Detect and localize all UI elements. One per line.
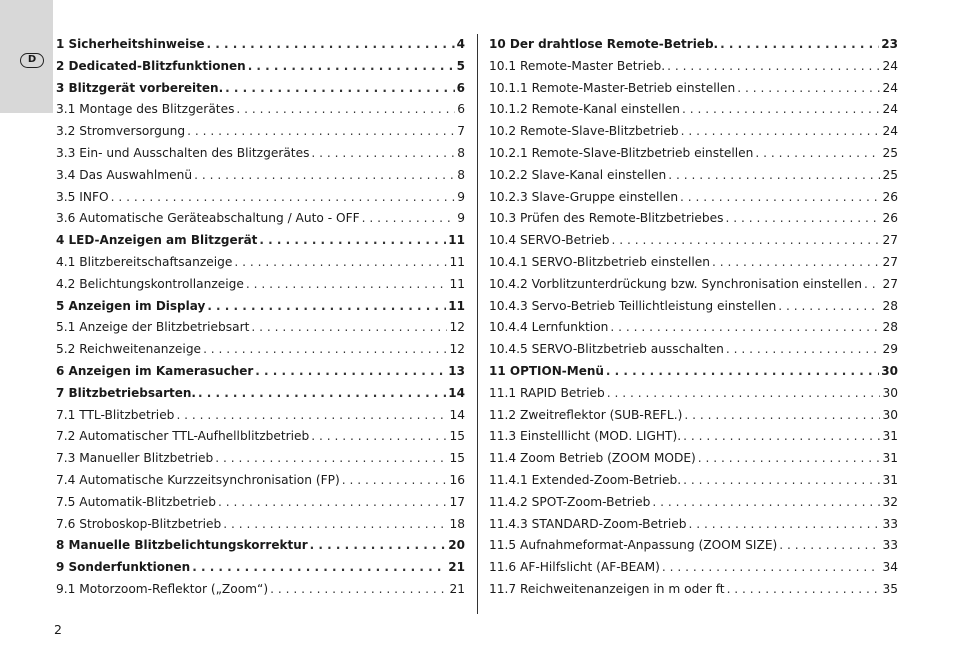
- toc-entry-title: 10.2.3 Slave-Gruppe einstellen: [489, 189, 679, 204]
- toc-entry-page: 26: [882, 211, 898, 226]
- toc-entry-page: 15: [449, 429, 465, 444]
- toc-entry-page: 15: [449, 451, 465, 466]
- toc-entry[interactable]: [489, 557, 898, 579]
- toc-entry-title: 3.2 Stromversorgung: [56, 124, 186, 139]
- toc-entry-page: 27: [882, 254, 898, 269]
- toc-entry[interactable]: [56, 579, 465, 601]
- toc-entry[interactable]: [489, 56, 898, 78]
- toc-entry[interactable]: [489, 470, 898, 492]
- toc-entry-page: 14: [448, 385, 465, 400]
- toc-entry-title: 1 Sicherheitshinweise: [56, 37, 205, 51]
- toc-entry-title: 11.4 Zoom Betrieb (ZOOM MODE): [489, 451, 696, 466]
- toc-entry-title: 3 Blitzgerät vorbereiten.: [56, 80, 224, 95]
- toc-dot-leader: [726, 339, 881, 361]
- toc-entry[interactable]: [56, 274, 465, 296]
- toc-entry[interactable]: [56, 208, 465, 230]
- column-divider: [477, 34, 478, 614]
- toc-entry-title: 11.5 Aufnahmeformat-Anpassung (ZOOM SIZE): [489, 538, 778, 553]
- toc-entry-title: 10.3 Prüfen des Remote-Blitzbetriebes: [489, 211, 724, 226]
- toc-entry-page: 27: [882, 233, 898, 248]
- toc-entry[interactable]: [56, 252, 465, 274]
- toc-entry-title: 4.2 Belichtungskontrollanzeige: [56, 276, 244, 291]
- toc-entry-title: 6 Anzeigen im Kamerasucher: [56, 363, 254, 378]
- toc-dot-leader: [610, 317, 880, 339]
- page-number: 2: [54, 622, 62, 637]
- toc-dot-leader: [698, 448, 881, 470]
- toc-entry-page: 31: [882, 472, 898, 487]
- toc-entry-title: 11.2 Zweitreflektor (SUB-REFL.): [489, 407, 683, 422]
- toc-entry[interactable]: [489, 296, 898, 318]
- toc-entry-page: 4: [456, 37, 465, 51]
- toc-entry-page: 12: [449, 320, 465, 335]
- toc-entry[interactable]: [489, 208, 898, 230]
- toc-entry[interactable]: [56, 78, 465, 100]
- toc-entry-title: 3.3 Ein- und Ausschalten des Blitzgerätes: [56, 145, 310, 160]
- toc-entry-page: 26: [882, 189, 898, 204]
- toc-entry-page: 9: [457, 211, 465, 226]
- toc-entry-title: 10 Der drahtlose Remote-Betrieb.: [489, 37, 719, 51]
- toc-dot-leader: [864, 274, 880, 296]
- toc-entry-page: 24: [882, 58, 898, 73]
- toc-entry-page: 5: [456, 58, 465, 73]
- toc-entry-page: 24: [882, 80, 898, 95]
- toc-entry-page: 23: [881, 37, 898, 51]
- toc-dot-leader: [207, 296, 446, 318]
- toc-dot-leader: [668, 165, 880, 187]
- toc-entry[interactable]: [489, 579, 898, 601]
- toc-entry[interactable]: [56, 535, 465, 557]
- toc-dot-leader: [362, 208, 456, 230]
- toc-entry-page: 17: [449, 494, 465, 509]
- toc-entry-page: 8: [457, 145, 465, 160]
- toc-dot-leader: [606, 361, 879, 383]
- toc-entry-title: 7.3 Manueller Blitzbetrieb: [56, 451, 214, 466]
- toc-entry-page: 11: [449, 276, 465, 291]
- toc-entry[interactable]: [489, 230, 898, 252]
- toc-entry-page: 11: [449, 254, 465, 269]
- toc-entry[interactable]: [56, 339, 465, 361]
- toc-entry[interactable]: [56, 187, 465, 209]
- toc-dot-leader: [246, 274, 448, 296]
- toc-entry[interactable]: [489, 426, 898, 448]
- toc-dot-leader: [176, 405, 447, 427]
- toc-entry[interactable]: [56, 405, 465, 427]
- toc-dot-leader: [342, 470, 448, 492]
- toc-dot-leader: [727, 579, 881, 601]
- toc-entry-page: 11: [448, 233, 465, 248]
- toc-entry-page: 31: [882, 429, 898, 444]
- toc-dot-leader: [612, 230, 881, 252]
- toc-entry-title: 9.1 Motorzoom-Reflektor („Zoom“): [56, 581, 269, 596]
- toc-entry-page: 29: [882, 342, 898, 357]
- toc-entry-title: 11.3 Einstelllicht (MOD. LIGHT).: [489, 429, 682, 444]
- toc-entry[interactable]: [56, 492, 465, 514]
- toc-entry-title: 9 Sonderfunktionen: [56, 560, 191, 575]
- toc-dot-leader: [681, 121, 881, 143]
- toc-dot-leader: [726, 208, 881, 230]
- toc-entry-title: 10.2.2 Slave-Kanal einstellen: [489, 167, 667, 182]
- toc-entry[interactable]: [56, 448, 465, 470]
- toc-dot-leader: [720, 34, 879, 56]
- toc-entry[interactable]: [56, 514, 465, 536]
- toc-entry[interactable]: [489, 383, 898, 405]
- toc-entry[interactable]: [56, 99, 465, 121]
- toc-dot-leader: [311, 143, 455, 165]
- toc-entry-page: 21: [449, 581, 465, 596]
- toc-dot-leader: [225, 78, 455, 100]
- toc-dot-leader: [236, 99, 455, 121]
- toc-entry-page: 34: [882, 560, 898, 575]
- toc-entry-page: 25: [882, 145, 898, 160]
- toc-entry-title: 4 LED-Anzeigen am Blitzgerät: [56, 233, 258, 248]
- toc-entry[interactable]: [489, 492, 898, 514]
- toc-entry-title: 10.1.1 Remote-Master-Betrieb einstellen: [489, 80, 736, 95]
- toc-entry[interactable]: [56, 557, 465, 579]
- toc-entry[interactable]: [489, 448, 898, 470]
- toc-dot-leader: [255, 361, 446, 383]
- toc-dot-leader: [203, 339, 447, 361]
- toc-entry-title: 3.1 Montage des Blitzgerätes: [56, 102, 235, 117]
- toc-entry[interactable]: [489, 187, 898, 209]
- toc-dot-leader: [607, 383, 881, 405]
- toc-dot-leader: [270, 579, 447, 601]
- toc-entry-page: 9: [457, 189, 465, 204]
- toc-entry[interactable]: [489, 121, 898, 143]
- toc-entry[interactable]: [489, 99, 898, 121]
- toc-entry-page: 21: [448, 560, 465, 575]
- toc-dot-leader: [662, 557, 881, 579]
- toc-dot-leader: [187, 121, 455, 143]
- toc-dot-leader: [755, 143, 880, 165]
- toc-entry-page: 6: [456, 80, 465, 95]
- toc-dot-leader: [223, 514, 447, 536]
- toc-entry-title: 7.4 Automatische Kurzzeitsynchronisation (FP): [56, 472, 340, 487]
- toc-entry-title: 5.1 Anzeige der Blitzbetriebsart: [56, 320, 250, 335]
- toc-dot-leader: [192, 557, 446, 579]
- toc-entry-title: 10.1.2 Remote-Kanal einstellen: [489, 102, 680, 117]
- toc-entry-title: 11.4.3 STANDARD-Zoom-Betrieb: [489, 516, 687, 531]
- toc-dot-leader: [712, 252, 881, 274]
- toc-entry-title: 11.1 RAPID Betrieb: [489, 385, 605, 400]
- toc-entry[interactable]: [489, 252, 898, 274]
- toc-entry-page: 30: [882, 407, 898, 422]
- toc-entry-title: 7 Blitzbetriebsarten.: [56, 385, 196, 400]
- toc-entry-page: 25: [882, 167, 898, 182]
- toc-entry-title: 8 Manuelle Blitzbelichtungskorrektur: [56, 538, 308, 553]
- toc-entry-title: 7.2 Automatischer TTL-Aufhellblitzbetrieb: [56, 429, 310, 444]
- toc-entry-title: 10.1 Remote-Master Betrieb.: [489, 58, 666, 73]
- toc-entry[interactable]: [56, 296, 465, 318]
- toc-dot-leader: [779, 535, 880, 557]
- toc-dot-leader: [652, 492, 880, 514]
- toc-entry-title: 3.6 Automatische Geräteabschaltung / Auto - OFF: [56, 211, 360, 226]
- toc-entry[interactable]: [56, 317, 465, 339]
- toc-entry[interactable]: [56, 383, 465, 405]
- toc-entry-page: 24: [882, 124, 898, 139]
- toc-entry-page: 31: [882, 451, 898, 466]
- toc-entry[interactable]: [56, 56, 465, 78]
- toc-dot-leader: [667, 56, 880, 78]
- toc-entry[interactable]: [56, 121, 465, 143]
- toc-entry-page: 32: [882, 494, 898, 509]
- toc-entry-page: 33: [882, 516, 898, 531]
- toc-entry-page: 24: [882, 102, 898, 117]
- toc-entry[interactable]: [489, 361, 898, 383]
- toc-entry-page: 33: [882, 538, 898, 553]
- toc-entry-page: 12: [449, 342, 465, 357]
- toc-entry-title: 5.2 Reichweitenanzeige: [56, 342, 202, 357]
- toc-dot-leader: [248, 56, 455, 78]
- toc-entry-page: 11: [448, 298, 465, 313]
- toc-entry[interactable]: [56, 143, 465, 165]
- toc-left-column: [56, 34, 465, 601]
- toc-dot-leader: [194, 165, 455, 187]
- toc-entry-title: 10.2.1 Remote-Slave-Blitzbetrieb einstellen: [489, 145, 754, 160]
- toc-entry[interactable]: [56, 165, 465, 187]
- toc-entry-page: 18: [449, 516, 465, 531]
- toc-entry-title: 3.4 Das Auswahlmenü: [56, 167, 193, 182]
- toc-entry-title: 10.4.3 Servo-Betrieb Teillichtleistung einstellen: [489, 298, 777, 313]
- toc-entry-title: 11.4.1 Extended-Zoom-Betrieb.: [489, 472, 682, 487]
- toc-entry-title: 2 Dedicated-Blitzfunktionen: [56, 58, 246, 73]
- toc-entry-page: 28: [882, 320, 898, 335]
- toc-entry-title: 10.4.1 SERVO-Blitzbetrieb einstellen: [489, 254, 710, 269]
- toc-entry[interactable]: [489, 535, 898, 557]
- toc-dot-leader: [251, 317, 447, 339]
- toc-entry[interactable]: [56, 230, 465, 252]
- toc-entry[interactable]: [56, 34, 465, 56]
- toc-dot-leader: [737, 78, 880, 100]
- toc-entry-title: 10.2 Remote-Slave-Blitzbetrieb: [489, 124, 679, 139]
- toc-entry-title: 10.4 SERVO-Betrieb: [489, 233, 610, 248]
- toc-dot-leader: [311, 426, 447, 448]
- toc-dot-leader: [259, 230, 446, 252]
- toc-dot-leader: [310, 535, 447, 557]
- toc-dot-leader: [234, 252, 447, 274]
- toc-entry-page: 30: [881, 363, 898, 378]
- toc-entry-title: 11 OPTION-Menü: [489, 363, 604, 378]
- toc-entry[interactable]: [489, 317, 898, 339]
- toc-dot-leader: [682, 99, 880, 121]
- toc-entry[interactable]: [489, 274, 898, 296]
- toc-entry[interactable]: [489, 514, 898, 536]
- toc-entry-title: 10.4.4 Lernfunktion: [489, 320, 609, 335]
- toc-entry-page: 28: [882, 298, 898, 313]
- toc-dot-leader: [683, 470, 880, 492]
- toc-entry-page: 13: [448, 363, 465, 378]
- toc-dot-leader: [198, 383, 446, 405]
- toc-entry-page: 7: [457, 124, 465, 139]
- toc-entry[interactable]: [489, 165, 898, 187]
- toc-entry[interactable]: [489, 34, 898, 56]
- toc-dot-leader: [111, 187, 456, 209]
- toc-entry-title: 11.4.2 SPOT-Zoom-Betrieb: [489, 494, 651, 509]
- toc-entry[interactable]: [56, 426, 465, 448]
- toc-entry-page: 20: [448, 538, 465, 553]
- toc-dot-leader: [215, 448, 447, 470]
- toc-entry-page: 6: [457, 102, 465, 117]
- toc-entry[interactable]: [489, 143, 898, 165]
- toc-entry-page: 8: [457, 167, 465, 182]
- toc-entry-title: 11.6 AF-Hilfslicht (AF-BEAM): [489, 560, 660, 575]
- toc-dot-leader: [778, 296, 880, 318]
- toc-entry-title: 7.5 Automatik-Blitzbetrieb: [56, 494, 217, 509]
- toc-entry[interactable]: [56, 361, 465, 383]
- toc-entry-title: 7.1 TTL-Blitzbetrieb: [56, 407, 175, 422]
- toc-dot-leader: [684, 405, 880, 427]
- toc-entry-page: 35: [882, 581, 898, 596]
- toc-entry[interactable]: [56, 470, 465, 492]
- toc-dot-leader: [207, 34, 455, 56]
- toc-entry[interactable]: [489, 339, 898, 361]
- toc-entry-page: 14: [449, 407, 465, 422]
- toc-entry-title: 11.7 Reichweitenanzeigen in m oder ft: [489, 581, 725, 596]
- toc-right-column: [489, 34, 898, 601]
- toc-entry-title: 10.4.5 SERVO-Blitzbetrieb ausschalten: [489, 342, 724, 357]
- toc-dot-leader: [688, 514, 880, 536]
- toc-entry-title: 3.5 INFO: [56, 189, 109, 204]
- toc-dot-leader: [683, 426, 880, 448]
- toc-dot-leader: [218, 492, 447, 514]
- toc-entry[interactable]: [489, 78, 898, 100]
- toc-entry-page: 16: [449, 472, 465, 487]
- toc-entry-page: 27: [882, 276, 898, 291]
- toc-entry-title: 10.4.2 Vorblitzunterdrückung bzw. Synchronisation einstellen: [489, 276, 863, 291]
- toc-entry-title: 7.6 Stroboskop-Blitzbetrieb: [56, 516, 222, 531]
- toc-dot-leader: [680, 187, 880, 209]
- language-side-tab: [0, 0, 53, 113]
- language-badge: D: [20, 53, 44, 68]
- toc-entry-page: 30: [882, 385, 898, 400]
- toc-entry-title: 4.1 Blitzbereitschaftsanzeige: [56, 254, 233, 269]
- toc-entry[interactable]: [489, 405, 898, 427]
- toc-entry-title: 5 Anzeigen im Display: [56, 298, 206, 313]
